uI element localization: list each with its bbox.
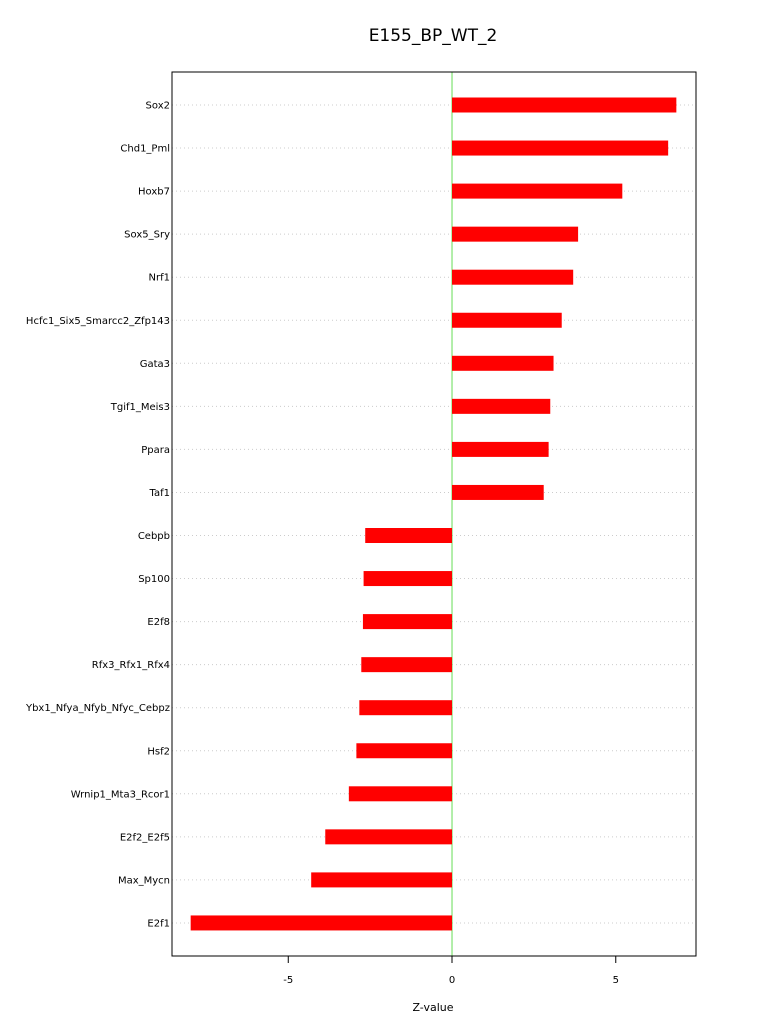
category-label: Chd1_Pml bbox=[120, 143, 170, 155]
bar bbox=[452, 399, 550, 414]
bar bbox=[452, 485, 544, 500]
bar bbox=[452, 270, 573, 285]
bar bbox=[365, 528, 452, 543]
bar bbox=[452, 442, 549, 457]
category-label: Ybx1_Nfya_Nfyb_Nfyc_Cebpz bbox=[25, 703, 170, 715]
x-axis-label: Z-value bbox=[412, 1001, 454, 1014]
bar bbox=[311, 872, 452, 887]
category-label: Hcfc1_Six5_Smarcc2_Zfp143 bbox=[25, 315, 170, 327]
bar bbox=[325, 829, 452, 844]
x-axis bbox=[283, 956, 619, 986]
category-labels bbox=[25, 101, 170, 930]
category-label: Max_Mycn bbox=[117, 875, 170, 887]
bar bbox=[452, 141, 668, 156]
category-label: Nrf1 bbox=[148, 272, 170, 284]
bar bbox=[361, 657, 452, 672]
chart-title: E155_BP_WT_2 bbox=[368, 26, 498, 46]
category-label: Hoxb7 bbox=[138, 186, 170, 198]
bar bbox=[452, 356, 554, 371]
bar bbox=[356, 743, 452, 758]
plot-frame bbox=[172, 72, 696, 956]
bar bbox=[364, 571, 452, 586]
bar bbox=[452, 98, 676, 113]
category-label: Sp100 bbox=[138, 574, 170, 586]
category-label: Ppara bbox=[141, 444, 170, 456]
x-tick-label: 0 bbox=[448, 975, 456, 986]
category-label: Wrnip1_Mta3_Rcor1 bbox=[70, 789, 170, 801]
x-tick-label: -5 bbox=[283, 975, 294, 986]
category-label: Cebpb bbox=[137, 531, 170, 542]
bar bbox=[452, 227, 578, 242]
bar bbox=[452, 184, 622, 199]
bar bbox=[363, 614, 452, 629]
category-label: Gata3 bbox=[139, 358, 170, 370]
category-label: E2f1 bbox=[147, 918, 170, 930]
x-tick-label: 5 bbox=[612, 975, 619, 986]
category-label: Sox5_Sry bbox=[124, 229, 170, 241]
category-label: E2f8 bbox=[147, 617, 170, 629]
bar bbox=[349, 786, 452, 801]
category-label: Tgif1_Meis3 bbox=[110, 401, 170, 413]
category-label: Rfx3_Rfx1_Rfx4 bbox=[91, 660, 170, 672]
category-label: Hsf2 bbox=[147, 746, 170, 758]
bar bbox=[359, 700, 452, 715]
bar bbox=[452, 313, 562, 328]
category-label: Sox2 bbox=[145, 100, 170, 112]
category-label: E2f2_E2f5 bbox=[119, 832, 170, 844]
bar bbox=[191, 915, 452, 930]
bars bbox=[191, 98, 677, 931]
category-label: Taf1 bbox=[149, 487, 170, 499]
